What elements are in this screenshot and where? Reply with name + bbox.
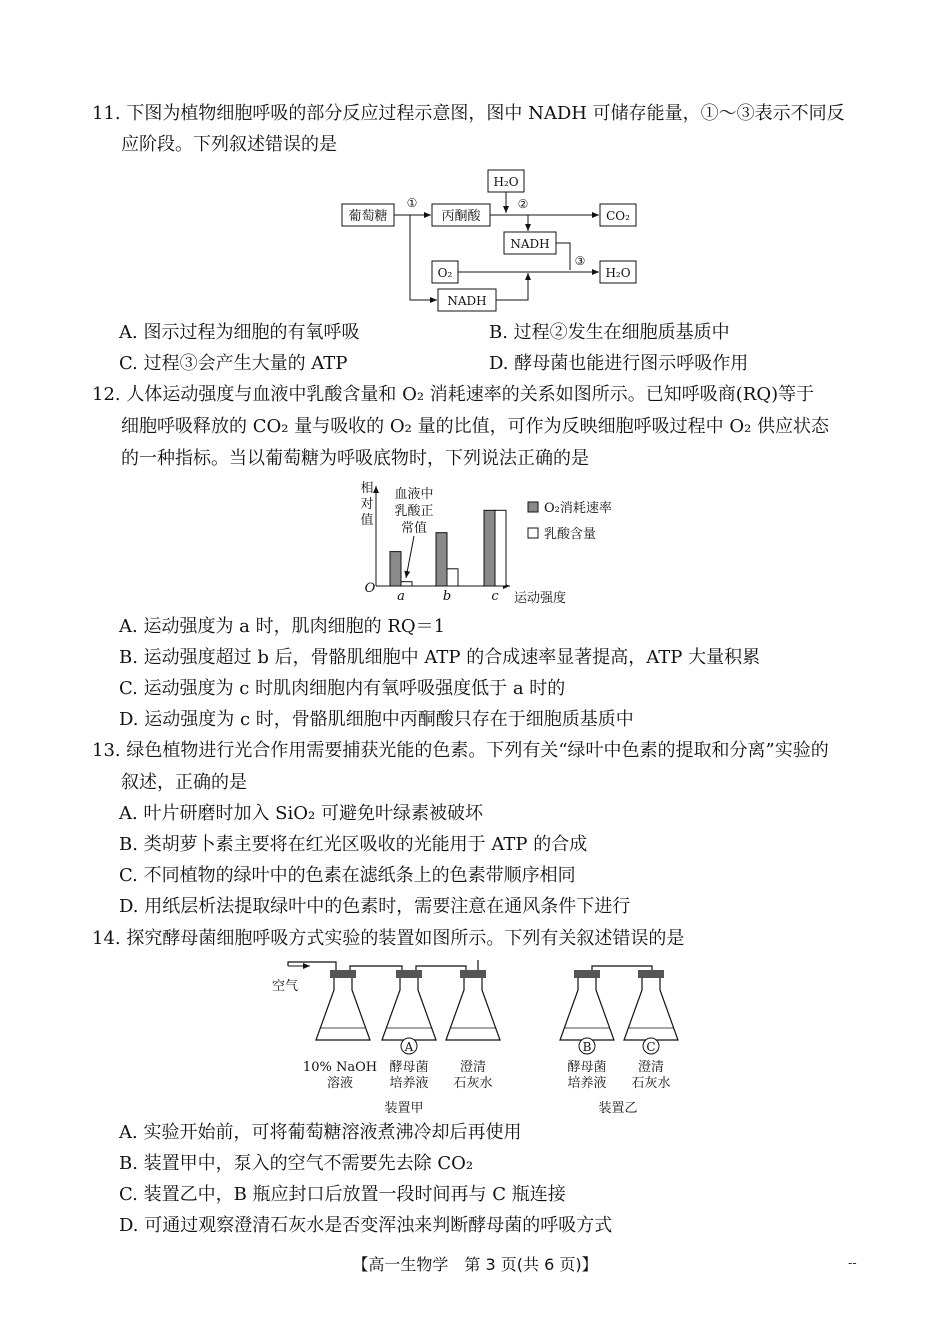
flask1-label-line2: 溶液 — [326, 1076, 354, 1091]
connector-nadh-mid — [556, 243, 570, 270]
q12-option-c: C. 运动强度为 c 时肌肉细胞内有氧呼吸强度低于 a 时的 — [119, 678, 566, 699]
x-tick-a: a — [397, 589, 405, 604]
bar-lactate-b — [447, 569, 458, 586]
x-tick-b: b — [442, 589, 452, 604]
q14-option-c: C. 装置乙中，B 瓶应封口后放置一段时间再与 C 瓶连接 — [119, 1184, 566, 1205]
arrow-to-nadh-bottom — [410, 215, 437, 300]
step3-label: ③ — [574, 254, 586, 268]
o2-label: O₂ — [437, 266, 453, 280]
q11-stem-line1: 11. 下图为植物细胞呼吸的部分反应过程示意图，图中 NADH 可储存能量，①～③表示不同反 — [92, 103, 845, 124]
pyruvate-label: 丙酮酸 — [441, 209, 481, 224]
q14-stem-line1: 14. 探究酵母菌细胞呼吸方式实验的装置如图所示。下列有关叙述错误的是 — [92, 928, 685, 949]
flask4-label-line1: 酵母菌 — [567, 1060, 607, 1075]
bar-o2-b — [436, 533, 447, 586]
x-tick-labels — [397, 589, 499, 604]
origin-label: O — [364, 581, 376, 596]
q11-option-b: B. 过程②发生在细胞质基质中 — [489, 322, 730, 343]
step1-label: ① — [406, 196, 418, 210]
q12-option-a: A. 运动强度为 a 时，肌肉细胞的 RQ＝1 — [119, 616, 446, 637]
y-label-char-3: 值 — [360, 513, 374, 528]
flask1-label-line1: 10% NaOH — [302, 1060, 378, 1075]
air-label: 空气 — [272, 979, 299, 994]
page-footer: 【高一生物学 第 3 页(共 6 页)】 — [352, 1255, 598, 1274]
bar-lactate-c — [495, 510, 506, 586]
flask-naoh — [316, 974, 370, 1040]
flask3-label-line2: 石灰水 — [453, 1076, 493, 1091]
co2-label: CO₂ — [606, 209, 630, 223]
flask5-label-line2: 石灰水 — [631, 1076, 671, 1091]
q11-respiration-diagram — [330, 166, 650, 312]
setup-2-label: 装置乙 — [598, 1101, 638, 1116]
y-label-char-1: 相 — [360, 481, 374, 496]
stopper-a — [396, 970, 422, 978]
setup-1-label: 装置甲 — [384, 1101, 424, 1116]
flask2-label-line1: 酵母菌 — [389, 1060, 429, 1075]
q11-option-d: D. 酵母菌也能进行图示呼吸作用 — [489, 353, 749, 374]
flask-limewater-1 — [446, 974, 500, 1040]
q13-option-a: A. 叶片研磨时加入 SiO₂ 可避免叶绿素被破坏 — [119, 803, 483, 824]
q14-option-a: A. 实验开始前，可将葡萄糖溶液煮沸冷却后再使用 — [119, 1122, 522, 1143]
flask-c-tag: C — [646, 1040, 656, 1054]
stopper-b — [574, 970, 600, 978]
arrow-nadh-bottom-up — [496, 273, 528, 300]
x-axis-label: 运动强度 — [514, 591, 567, 606]
flask5-label-line1: 澄清 — [637, 1060, 665, 1075]
q14-option-b: B. 装置甲中，泵入的空气不需要先去除 CO₂ — [119, 1153, 474, 1174]
flask-a — [382, 974, 436, 1040]
corner-mark: -- — [848, 1256, 857, 1270]
q13-option-b: B. 类胡萝卜素主要将在红光区吸收的光能用于 ATP 的合成 — [119, 834, 588, 855]
q11-stem-line2: 应阶段。下列叙述错误的是 — [121, 134, 337, 155]
flask-a-tag: A — [404, 1040, 414, 1054]
x-tick-c: c — [491, 589, 499, 604]
glucose-label: 葡萄糖 — [348, 209, 388, 224]
q11-option-a: A. 图示过程为细胞的有氧呼吸 — [119, 322, 360, 343]
flask2-label-line2: 培养液 — [389, 1076, 429, 1091]
h2o-top-label: H₂O — [493, 175, 519, 189]
q12-stem-line1: 12. 人体运动强度与血液中乳酸含量和 O₂ 消耗速率的关系如图所示。已知呼吸商(RQ)等于 — [92, 384, 815, 405]
bar-lactate-a — [401, 582, 412, 586]
flask4-label-line2: 培养液 — [567, 1076, 607, 1091]
annotation-arrow — [406, 536, 414, 578]
stopper-c — [638, 970, 664, 978]
annotation-line-3: 常值 — [400, 521, 428, 536]
nadh-mid-label: NADH — [510, 237, 550, 251]
annotation-line-2: 乳酸正 — [394, 504, 434, 519]
q12-stem-line3: 的一种指标。当以葡萄糖为呼吸底物时，下列说法正确的是 — [121, 448, 589, 469]
bar-o2-c — [484, 510, 495, 586]
y-label-char-2: 对 — [360, 497, 374, 512]
q12-option-d: D. 运动强度为 c 时，骨骼肌细胞中丙酮酸只存在于细胞质基质中 — [119, 709, 634, 730]
q12-option-b: B. 运动强度超过 b 后，骨骼肌细胞中 ATP 的合成速率显著提高，ATP 大量积累 — [119, 647, 761, 668]
stopper-1 — [330, 970, 356, 978]
h2o-right-label: H₂O — [605, 266, 631, 280]
annotation-line-1: 血液中 — [394, 487, 434, 502]
stopper-3 — [460, 970, 486, 978]
step2-label: ② — [517, 197, 529, 211]
q14-option-d: D. 可通过观察澄清石灰水是否变浑浊来判断酵母菌的呼吸方式 — [119, 1215, 613, 1236]
q11-option-c: C. 过程③会产生大量的 ATP — [119, 353, 348, 374]
flask3-label-line1: 澄清 — [459, 1060, 487, 1075]
q13-stem-line1: 13. 绿色植物进行光合作用需要捕获光能的色素。下列有关“绿叶中色素的提取和分离”实验的 — [92, 740, 829, 761]
q13-stem-line2: 叙述，正确的是 — [121, 772, 247, 793]
nadh-bottom-label: NADH — [447, 294, 487, 308]
legend-swatch-o2 — [528, 502, 538, 512]
flask-b-tag: B — [582, 1040, 592, 1054]
q12-stem-line2: 细胞呼吸释放的 CO₂ 量与吸收的 O₂ 量的比值，可作为反映细胞呼吸过程中 O₂ 供应状态 — [121, 416, 830, 437]
bar-o2-a — [390, 552, 401, 586]
q13-option-c: C. 不同植物的绿叶中的色素在滤纸条上的色素带顺序相同 — [119, 865, 576, 886]
q14-apparatus-figure — [266, 954, 696, 1120]
legend-label-lactate: 乳酸含量 — [544, 527, 597, 542]
q13-option-d: D. 用纸层析法提取绿叶中的色素时，需要注意在通风条件下进行 — [119, 896, 631, 917]
flask-b — [560, 974, 614, 1040]
q12-bar-chart — [352, 478, 642, 610]
legend-swatch-lactate — [528, 528, 538, 538]
flask-c — [624, 974, 678, 1040]
legend-label-o2: O₂消耗速率 — [544, 501, 612, 516]
